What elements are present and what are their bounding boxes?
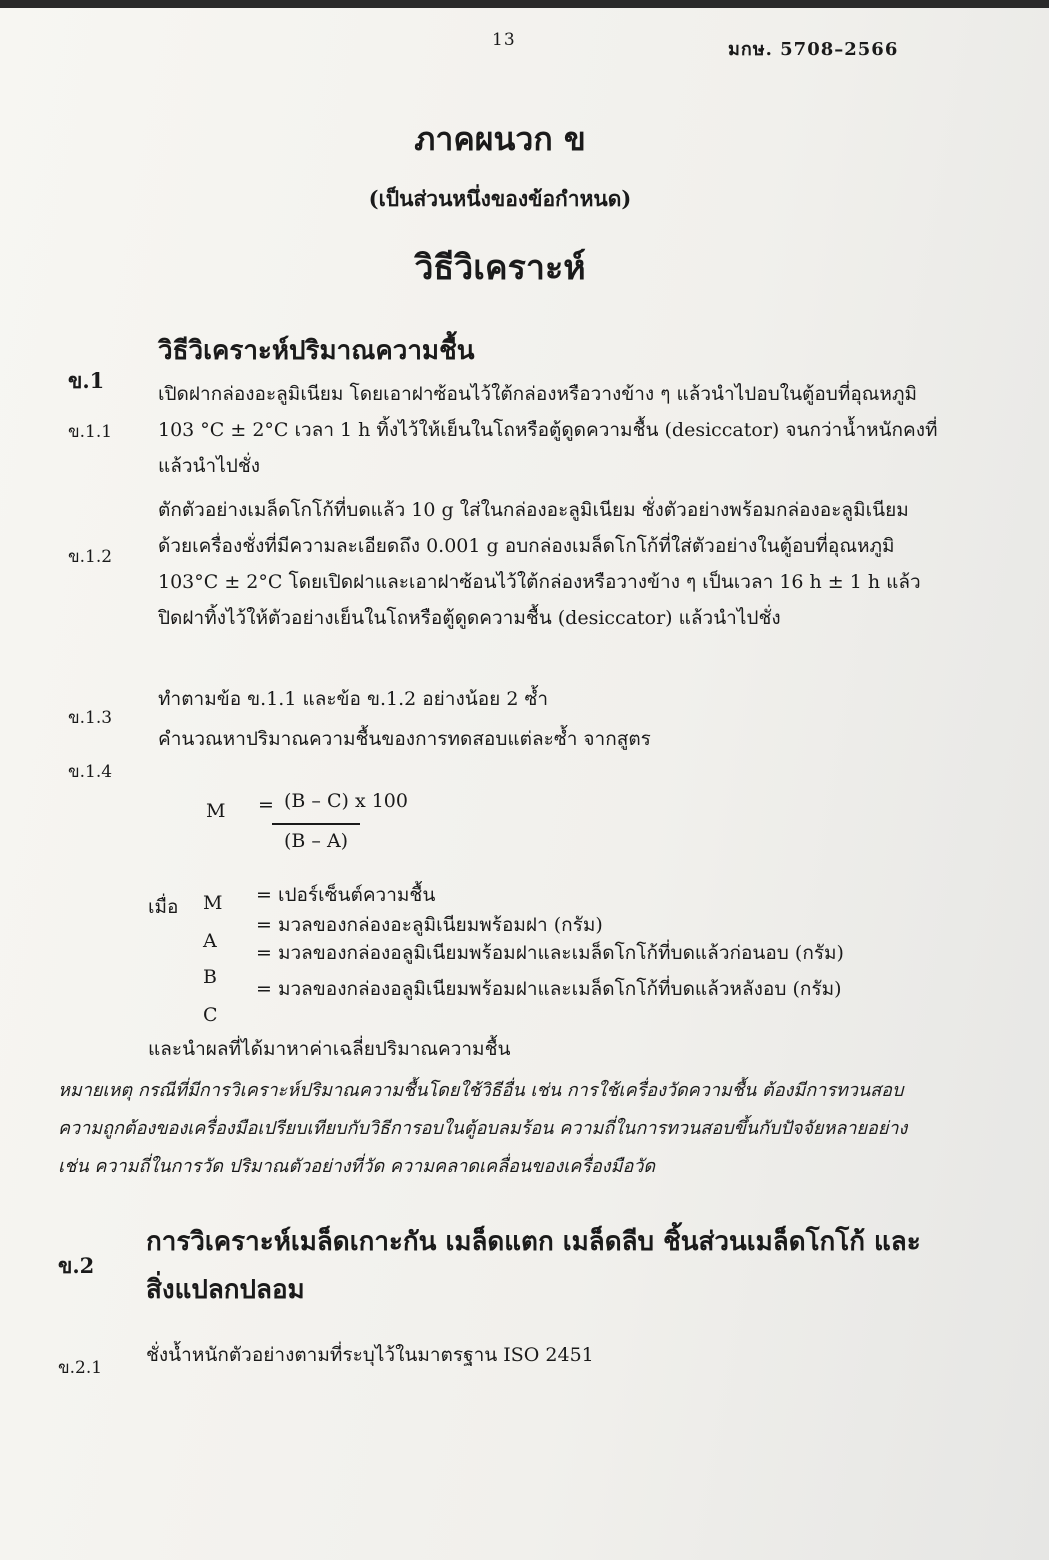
scan-edge bbox=[0, 0, 1049, 8]
item-text: ชั่งน้ำหนักตัวอย่างตามที่ระบุไว้ในมาตรฐาน ISO 2451 bbox=[146, 1344, 594, 1366]
variable-definition: = เปอร์เซ็นต์ความชื้น bbox=[256, 884, 436, 906]
variable-symbol: B bbox=[203, 966, 217, 988]
average-text: และนำผลที่ได้มาหาค่าเฉลี่ยปริมาณความชื้น bbox=[148, 1038, 511, 1060]
item-number: ข.1.1 bbox=[68, 422, 113, 442]
formula-lhs: M bbox=[206, 800, 226, 822]
variable-symbol: A bbox=[203, 930, 217, 952]
item-number: ข.1.2 bbox=[68, 547, 113, 567]
standard-code: มกษ. 5708–2566 bbox=[728, 39, 899, 60]
section-title: วิธีวิเคราะห์ปริมาณความชื้น bbox=[158, 336, 475, 366]
item-text: เปิดฝากล่องอะลูมิเนียม โดยเอาฝาซ้อนไว้ใต้กล่องหรือวางข้าง ๆ แล้วนำไปอบในตู้อบที่อุณหภูมิ 103 °C ± 2°C เวลา 1 h ทิ้งไว้ให้เย็นในโถหรือตู้ดูดความชื้น (desiccator) จนกว่าน้ำหนักคงที่ แล้วนำไปชั่ง bbox=[158, 383, 938, 477]
variable-symbol: M bbox=[203, 892, 223, 914]
item-text: ทำตามข้อ ข.1.1 และข้อ ข.1.2 อย่างน้อย 2 ซ้ำ bbox=[158, 688, 549, 710]
annex-heading: วิธีวิเคราะห์ bbox=[414, 248, 586, 288]
formula-denominator: (B – A) bbox=[284, 830, 349, 852]
page-number: 13 bbox=[492, 30, 516, 50]
section-number: ข.2 bbox=[58, 1253, 95, 1278]
annex-title: ภาคผนวก ข bbox=[414, 120, 586, 158]
section-title: การวิเคราะห์เมล็ดเกาะกัน เมล็ดแตก เมล็ดลีบ ชิ้นส่วนเมล็ดโกโก้ และสิ่งแปลกปลอม bbox=[146, 1227, 921, 1305]
where-label: เมื่อ bbox=[148, 896, 179, 918]
item-number: ข.1.4 bbox=[68, 762, 113, 782]
annex-subtitle: (เป็นส่วนหนึ่งของข้อกำหนด) bbox=[368, 186, 632, 211]
item-text: คำนวณหาปริมาณความชื้นของการทดสอบแต่ละซ้ำ จากสูตร bbox=[158, 728, 651, 750]
item-number: ข.2.1 bbox=[58, 1358, 103, 1378]
variable-symbol: C bbox=[203, 1004, 218, 1026]
variable-definition: = มวลของกล่องอะลูมิเนียมพร้อมฝา (กรัม) bbox=[256, 914, 603, 936]
note: หมายเหตุ กรณีที่มีการวิเคราะห์ปริมาณความชื้นโดยใช้วิธีอื่น เช่น การใช้เครื่องวัดความชื้น ต้องมีการทวนสอบความถูกต้องของเครื่องมือเปรียบเทียบกับวิธีการอบในตู้อบลมร้อน ความถี่ในการทวนสอบขึ้นกับปัจจัยหลายอย่าง เช่น ความถี่ในการวัด ปริมาณตัวอย่างที่วัด ความคลาดเคลื่อนของเครื่องมือวัด bbox=[58, 1080, 908, 1177]
formula-equals: = bbox=[258, 794, 274, 816]
variable-definition: = มวลของกล่องอลูมิเนียมพร้อมฝาและเมล็ดโกโก้ที่บดแล้วหลังอบ (กรัม) bbox=[256, 978, 842, 1000]
item-number: ข.1.3 bbox=[68, 708, 113, 728]
formula-numerator: (B – C) x 100 bbox=[284, 790, 408, 812]
fraction-bar bbox=[272, 823, 360, 825]
item-text: ตักตัวอย่างเมล็ดโกโก้ที่บดแล้ว 10 g ใส่ในกล่องอะลูมิเนียม ชั่งตัวอย่างพร้อมกล่องอะลูมิเนียมด้วยเครื่องชั่งที่มีความละเอียดถึง 0.001 g อบกล่องเมล็ดโกโก้ที่ใส่ตัวอย่างในตู้อบที่อุณหภูมิ 103°C ± 2°C โดยเปิดฝาและเอาฝาซ้อนไว้ใต้กล่องหรือวางข้าง ๆ เป็นเวลา 16 h ± 1 h แล้วปิดฝาทิ้งไว้ให้ตัวอย่างเย็นในโถหรือตู้ดูดความชื้น (desiccator) แล้วนำไปชั่ง bbox=[158, 499, 921, 629]
variable-definition: = มวลของกล่องอลูมิเนียมพร้อมฝาและเมล็ดโกโก้ที่บดแล้วก่อนอบ (กรัม) bbox=[256, 942, 844, 964]
section-number: ข.1 bbox=[68, 368, 105, 393]
